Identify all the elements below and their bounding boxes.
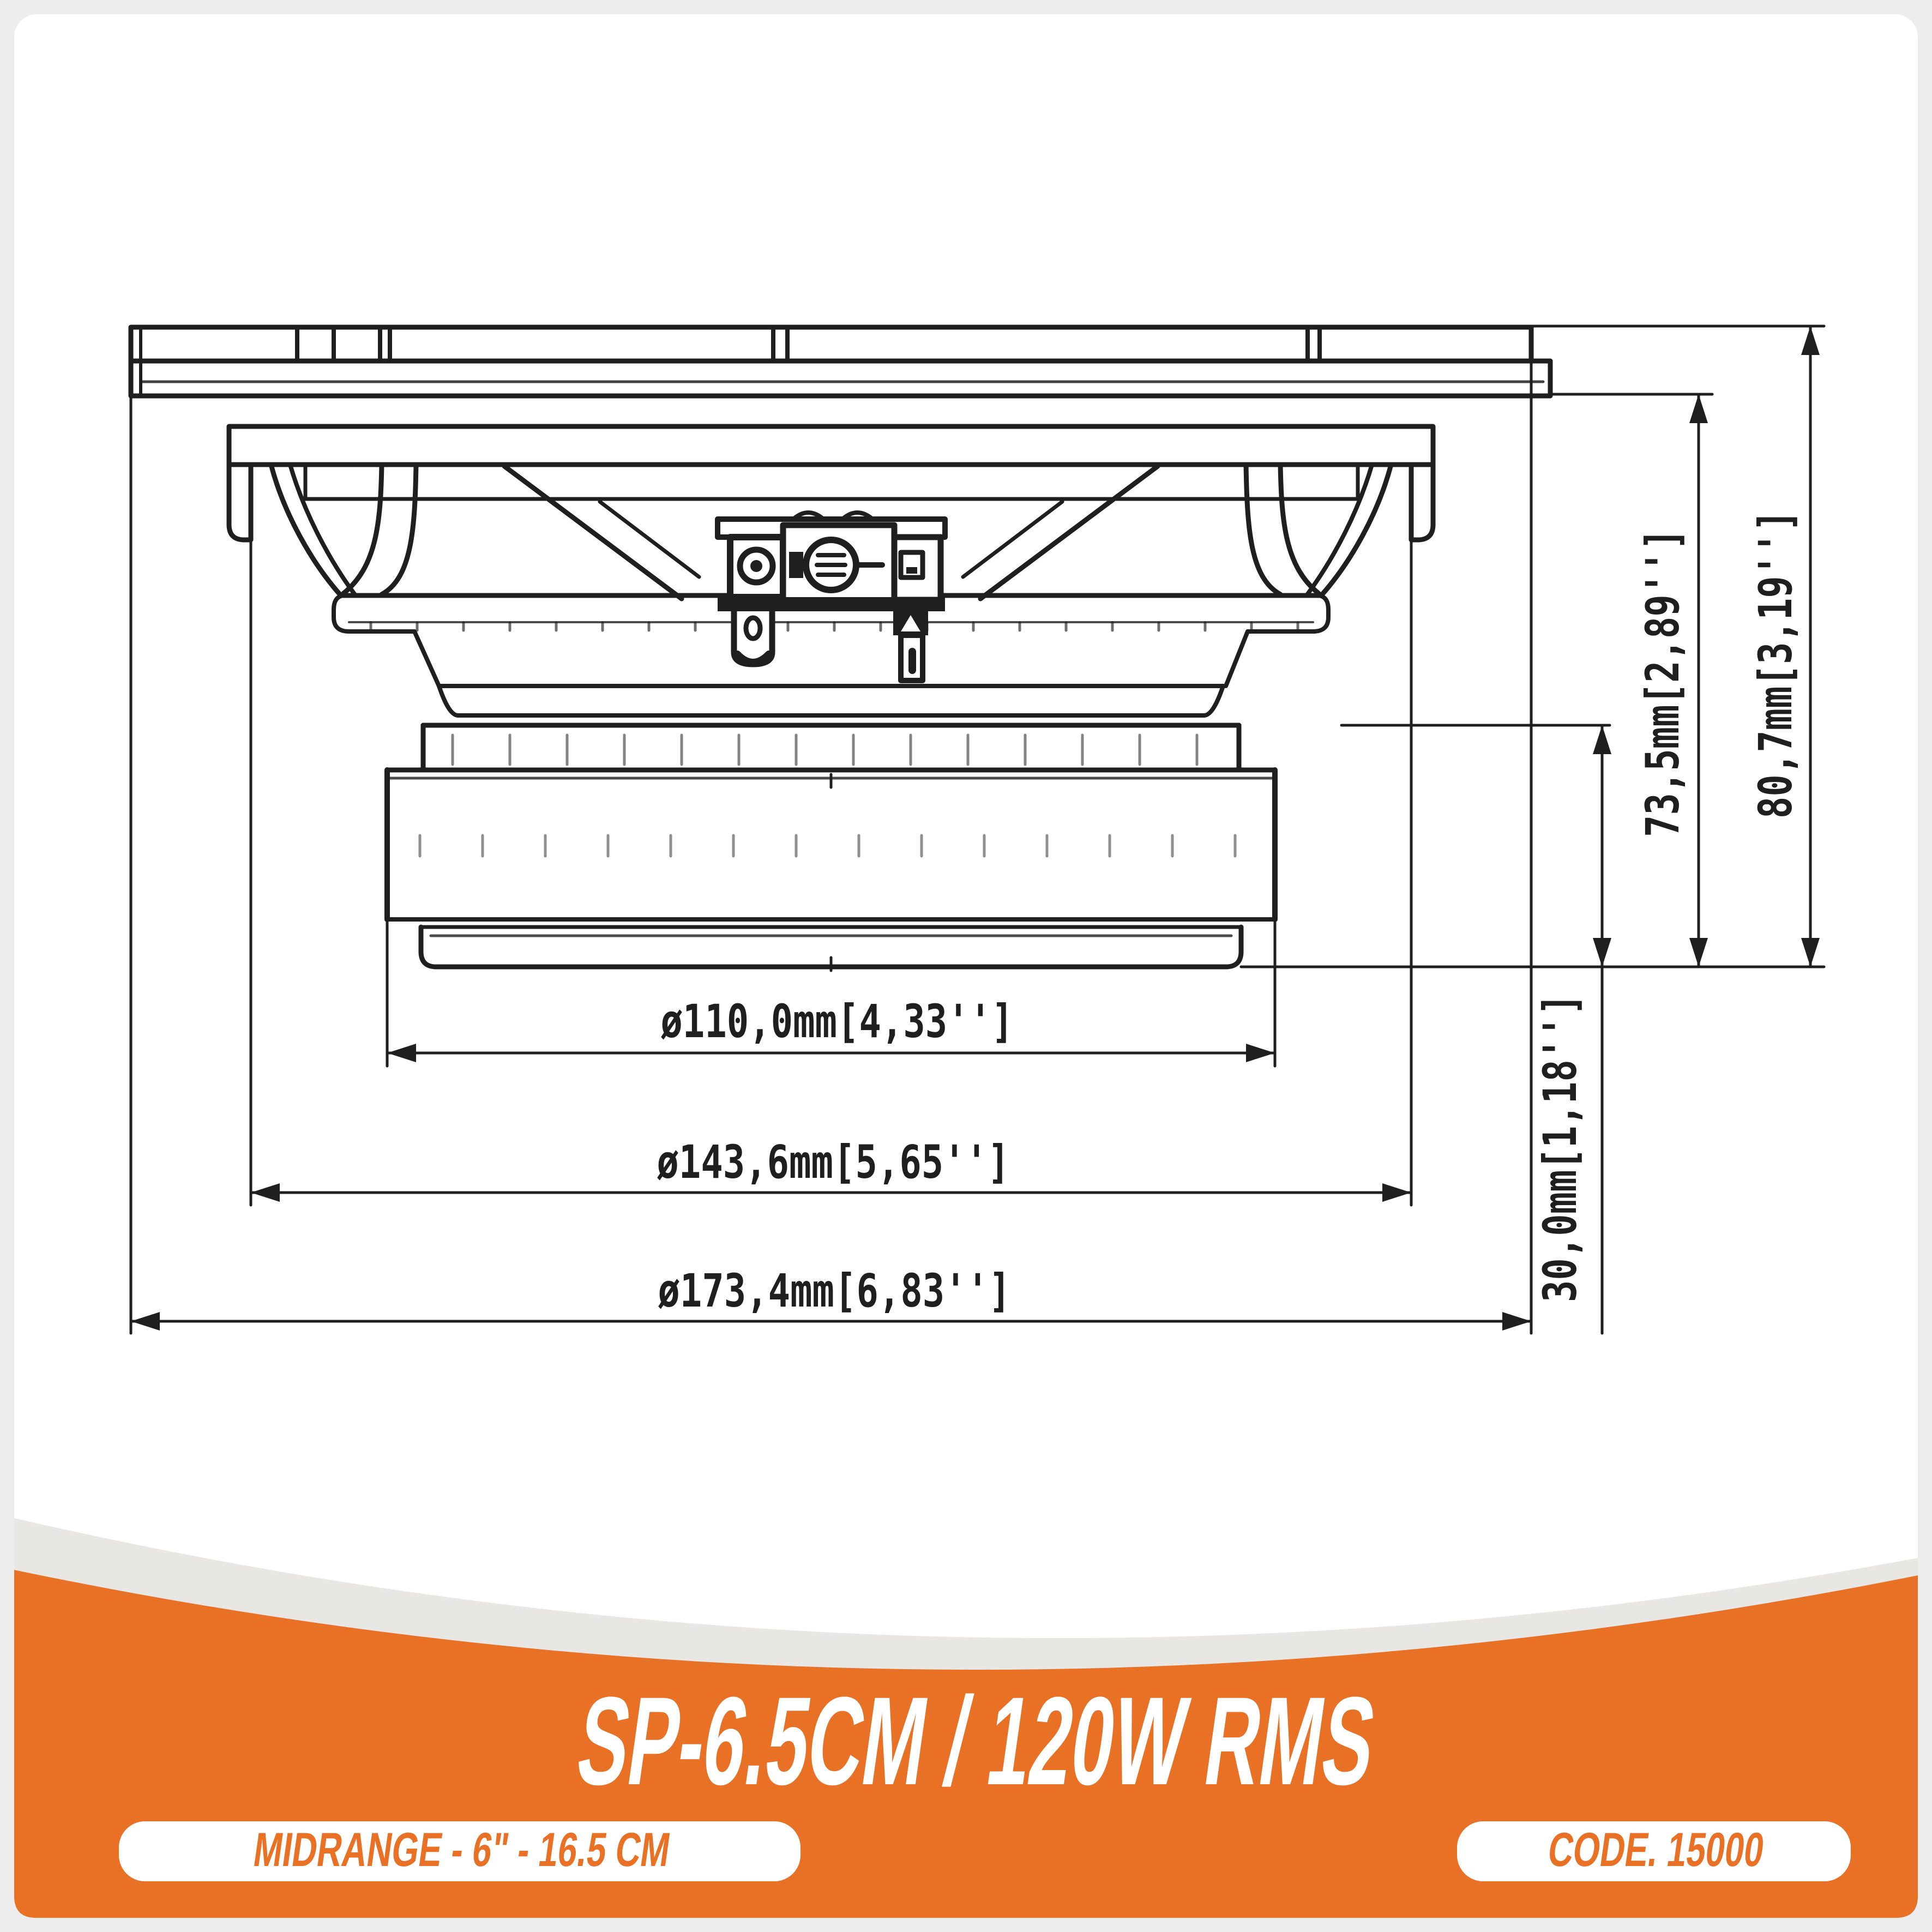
dim-label-magnet-height: 30,0mm[1,18''] [1533, 993, 1587, 1303]
left-badge-label: MIDRANGE - 6" - 16.5 CM [250, 1823, 674, 1877]
spider-texture [371, 623, 1298, 630]
dim-label-outer-diameter: ø173,4mm[6,83''] [658, 1263, 1011, 1317]
dim-label-mounting-depth: 73,5mm[2,89''] [1635, 528, 1689, 838]
dim-label-inner-diameter: ø110,0mm[4,33''] [660, 994, 1014, 1048]
dim-label-total-depth: 80,7mm[3,19''] [1748, 509, 1802, 819]
right-badge-label: CODE. 15000 [1545, 1823, 1768, 1877]
dim-label-frame-diameter: ø143,6mm[5,65''] [657, 1135, 1010, 1189]
product-title: SP-6.5CM / 120W RMS [569, 1671, 1384, 1811]
